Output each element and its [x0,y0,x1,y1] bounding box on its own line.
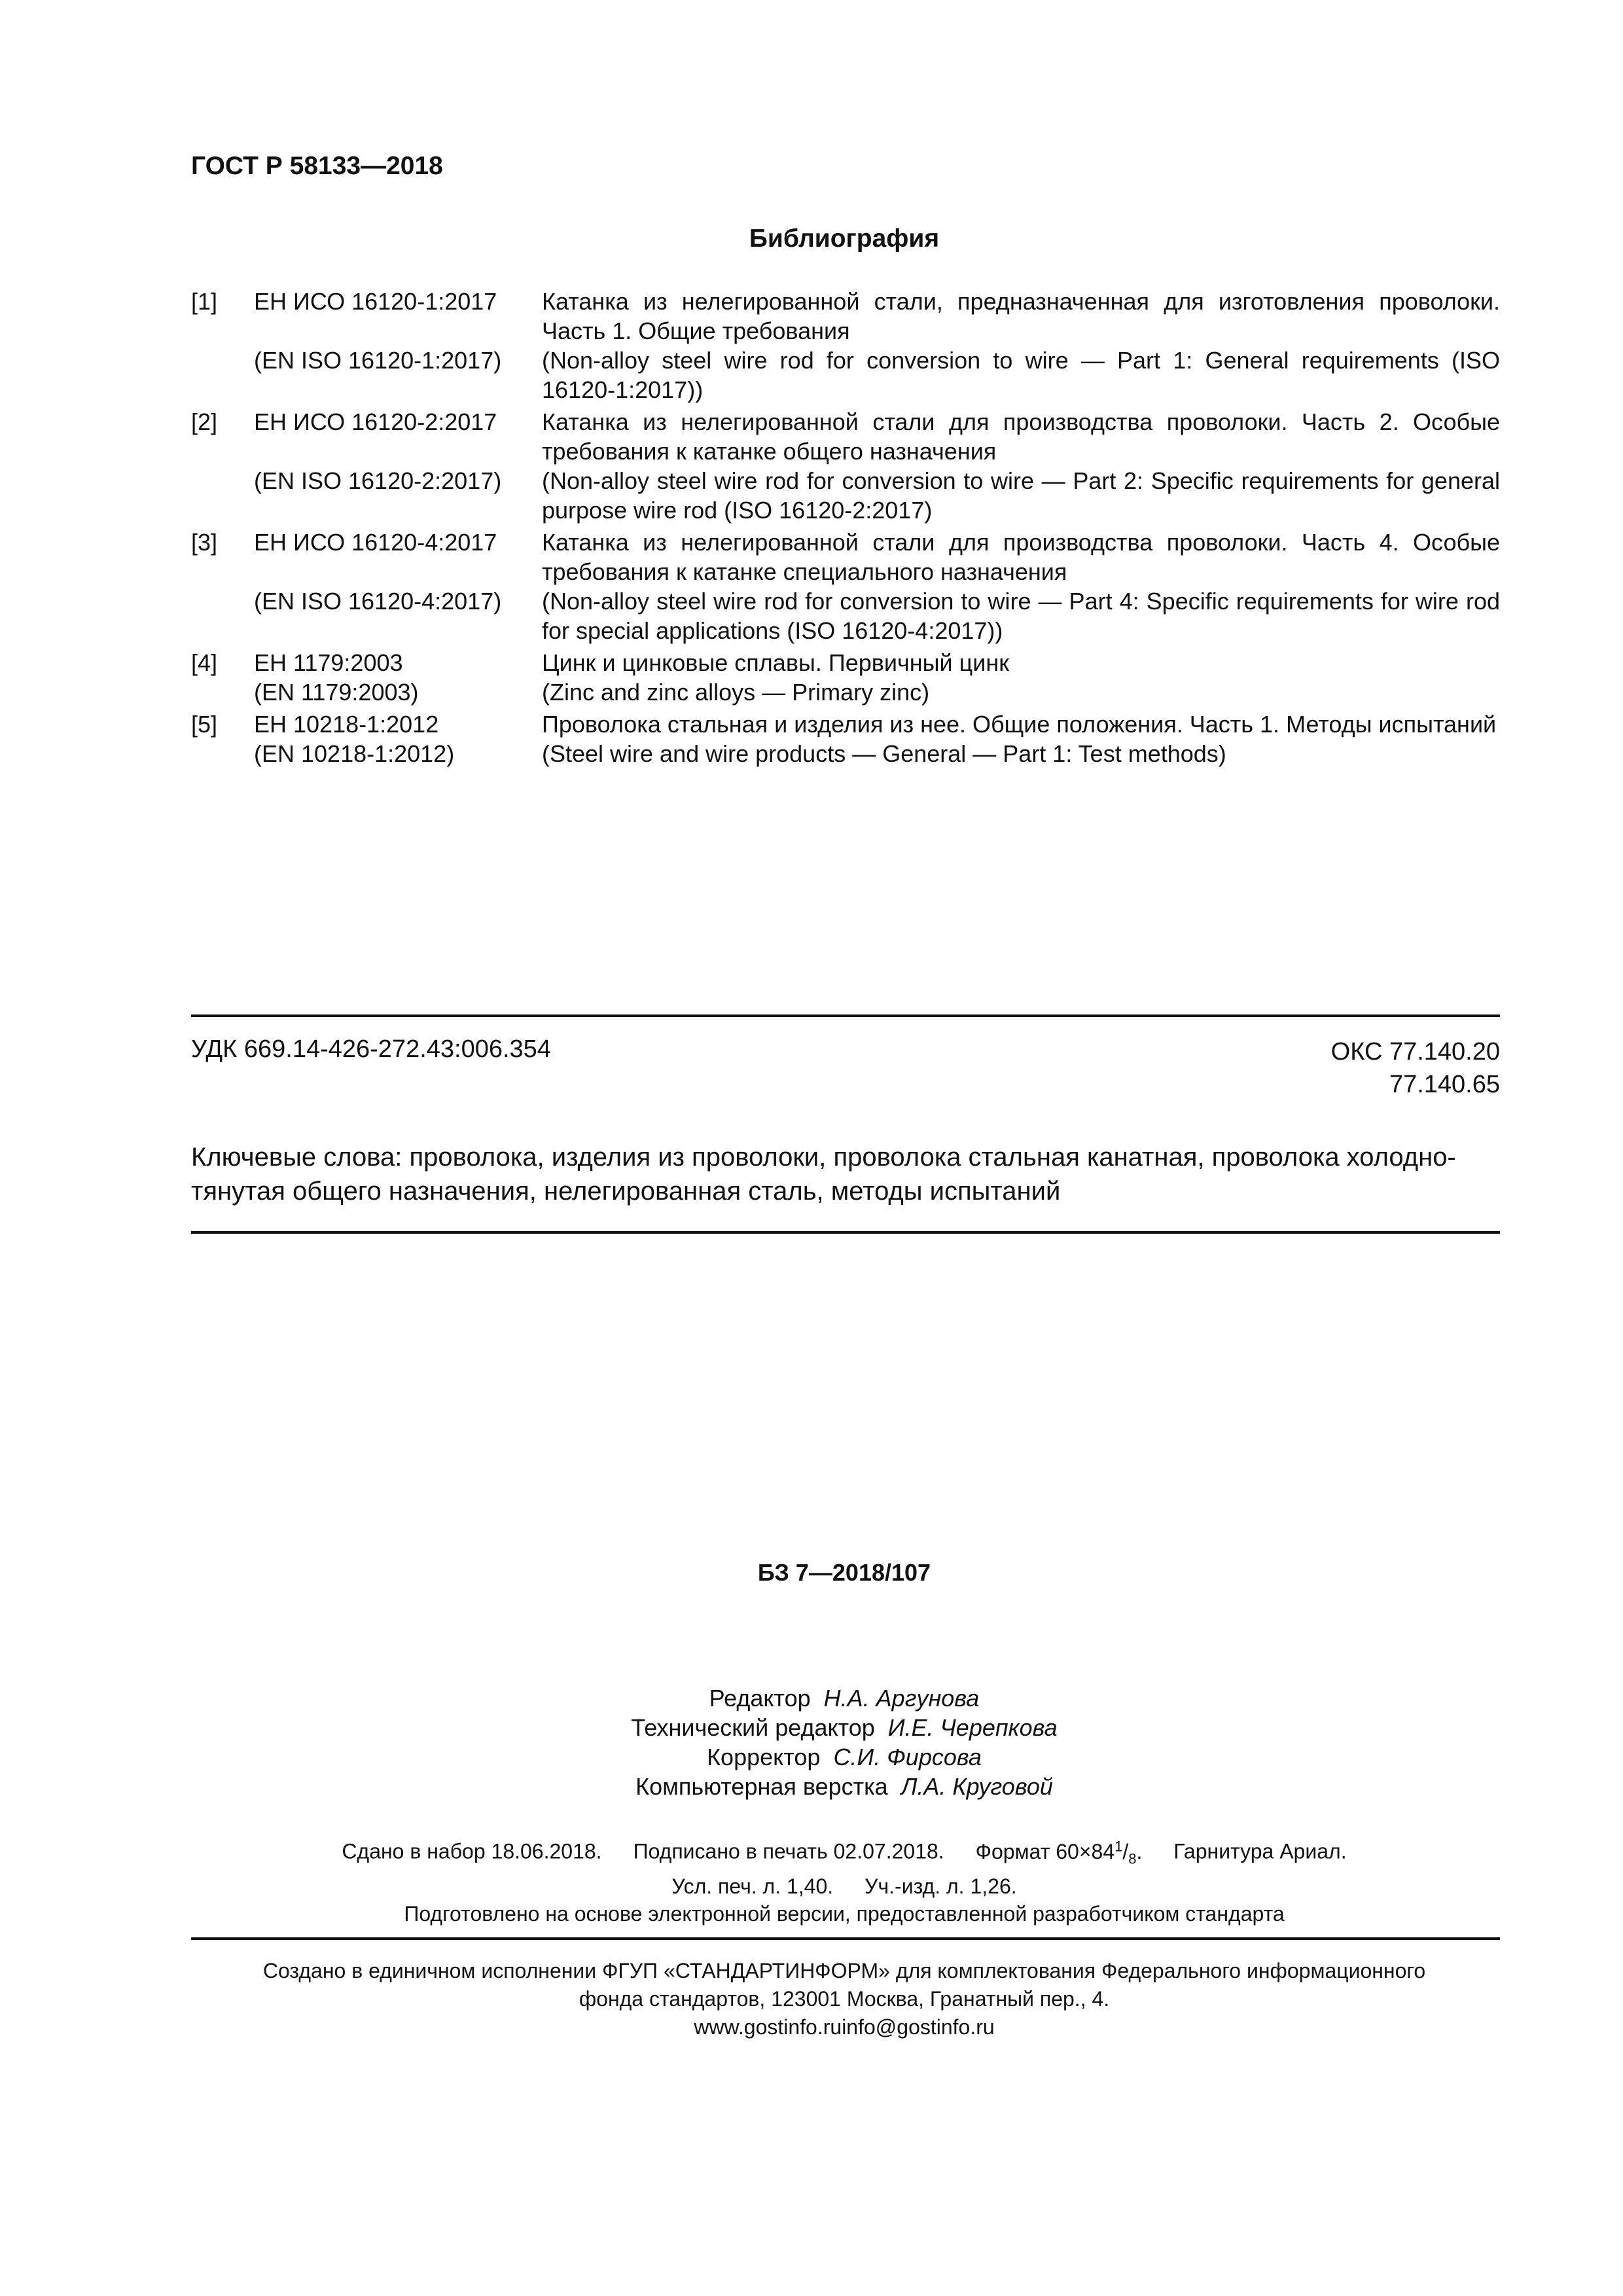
signed-date: Подписано в печать 02.07.2018. [633,1839,944,1863]
bib-reference-en: (EN ISO 16120-4:2017) [254,588,502,615]
footer [0,1957,1623,2041]
bib-title-en: (Steel wire and wire products — General — Part 1: Test methods) [542,740,1226,767]
prepared-note: Подготовлено на основе электронной версии, предоставленной разработчиком стандарта [404,1902,1285,1926]
bib-title-ru: Цинк и цинковые сплавы. Первичный цинк [542,649,1009,676]
editor-line [0,1742,1623,1772]
bib-reference-ru: ЕН 10218-1:2012 [254,711,439,738]
footer-line: фонда стандартов, 123001 Москва, Гранатный пер., 4. [579,1987,1110,2011]
bib-title-en: (Zinc and zinc alloys — Primary zinc) [542,679,930,706]
editor-line [0,1772,1623,1801]
bib-row-ru [191,709,1500,739]
oks-codes [1331,1035,1500,1101]
divider-footer [191,1937,1500,1940]
bib-reference-en: (EN ISO 16120-2:2017) [254,467,502,494]
submitted-date: Сдано в набор 18.06.2018. [342,1839,602,1863]
bib-row-ru [191,407,1500,466]
bib-title-en: (Non-alloy steel wire rod for conversion to wire — Part 2: Specific requirements for general purpose wire rod (ISO 16120-2:2017) [542,467,1500,524]
format-info: Формат $60\times 84^1/_8$. [975,1838,1143,1867]
bib-reference-en: (EN 1179:2003) [254,679,419,706]
bib-number: [3] [191,529,218,556]
bib-row-en [191,466,1500,525]
footer-contacts [0,2013,1623,2041]
bib-row-ru [191,287,1500,346]
bib-title-en: (Non-alloy steel wire rod for conversion to wire — Part 4: Specific requirements for wire rod for special applications (ISO 16120-4:2017)) [542,588,1500,644]
bib-entry [191,648,1500,707]
bib-number: [2] [191,408,218,435]
oks-code-line: ОКС 77.140.20 [1330,1038,1500,1066]
udk-code: УДК 669.14-426-272.43:006.354 [191,1035,551,1063]
bib-title-en: (Non-alloy steel wire rod for conversion to wire — Part 1: General requirements (ISO 16120-1:2017)) [542,347,1500,403]
print-sheets: Усл. печ. л. 1,40. [671,1874,834,1899]
bib-row-en [191,739,1500,768]
bib-number: [5] [191,711,218,738]
bibliography-list [191,287,1500,771]
bib-row-en [191,586,1500,645]
bib-number: [4] [191,649,218,676]
publication-line [0,1833,1623,1873]
bib-entry [191,709,1500,768]
bib-reference-ru: ЕН ИСО 16120-2:2017 [254,408,497,435]
bib-reference-ru: ЕН ИСО 16120-1:2017 [254,288,497,315]
bib-reference-ru: ЕН 1179:2003 [254,649,403,676]
editor-role: Компьютерная верстка [635,1773,888,1800]
bib-title-ru: Катанка из нелегированной стали для производства проволоки. Часть 2. Особые требования к катанке общего назначения [542,408,1500,465]
divider-keywords [191,1231,1500,1234]
pub-sheets: Уч.-изд. л. 1,26. [865,1874,1017,1899]
bib-reference-ru: ЕН ИСО 16120-4:2017 [254,529,497,556]
bib-row-ru [191,528,1500,586]
sheets-line [0,1873,1623,1900]
divider-top [191,1014,1500,1017]
editor-name: Н.А. Аргунова [823,1685,980,1712]
editor-role: Редактор [709,1685,811,1712]
bib-entry [191,287,1500,404]
document-code: ГОСТ Р 58133—2018 [191,152,443,180]
email-link[interactable]: info@gostinfo.ru [842,2015,995,2039]
bibliography-heading: Библиография [749,224,940,253]
editor-name: И.Е. Черепкова [887,1714,1058,1741]
bib-title-ru: Катанка из нелегированной стали для производства проволоки. Часть 4. Особые требования к катанке специального назначения [542,529,1500,585]
editor-role: Технический редактор [631,1714,875,1741]
editor-role: Корректор [707,1744,821,1770]
bib-reference-en: (EN 10218-1:2012) [254,740,455,767]
bib-row-en [191,677,1500,707]
bib-reference-en: (EN ISO 16120-1:2017) [254,347,502,374]
editors-block [0,1683,1623,1801]
bib-entry [191,528,1500,645]
bz-number: БЗ 7—2018/107 [757,1559,931,1586]
oks-code-line: 77.140.65 [1389,1071,1500,1098]
bib-entry [191,407,1500,525]
editor-name: Л.А. Круговой [901,1773,1053,1800]
bib-number: [1] [191,288,218,315]
font-info: Гарнитура Ариал. [1173,1839,1347,1863]
editor-line [0,1683,1623,1713]
website-link[interactable]: www.gostinfo.ru [694,2015,842,2039]
bib-row-ru [191,648,1500,677]
bib-row-en [191,346,1500,404]
bib-title-ru: Катанка из нелегированной стали, предназначенная для изготовления проволоки. Часть 1. Общие требования [542,288,1500,344]
keywords: Ключевые слова: проволока, изделия из проволоки, проволока стальная канатная, проволока холодно-тянутая общего назначения, нелегированная сталь, методы испытаний [191,1143,1456,1206]
publication-info [0,1833,1623,1928]
editor-line [0,1713,1623,1742]
footer-line: Создано в единичном исполнении ФГУП «СТАНДАРТИНФОРМ» для комплектования Федерального информационного [262,1959,1426,1982]
bib-title-ru: Проволока стальная и изделия из нее. Общие положения. Часть 1. Методы испытаний [542,711,1497,738]
editor-name: С.И. Фирсова [833,1744,982,1770]
